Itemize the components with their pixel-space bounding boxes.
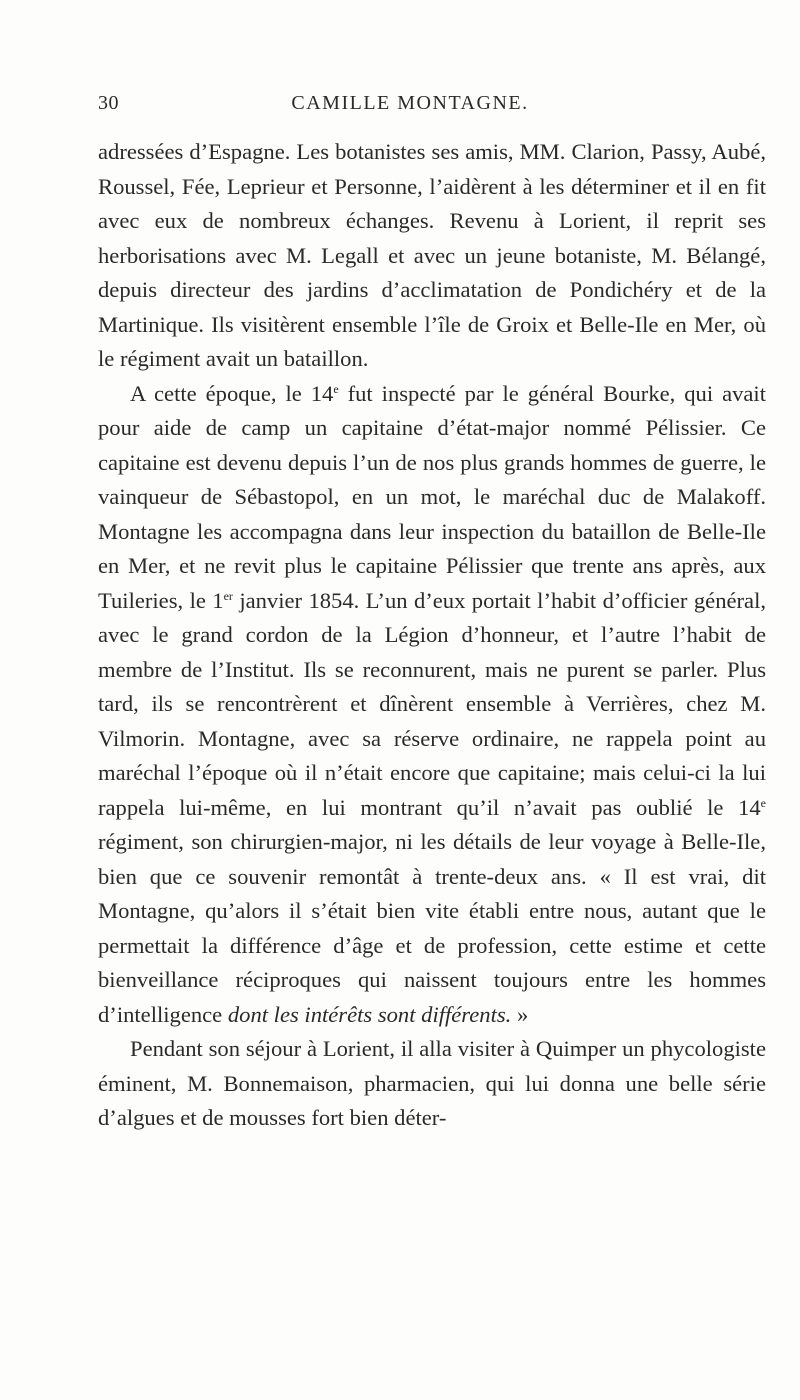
body-text xyxy=(98,135,766,1136)
paragraph-2-part-b: fut inspecté par le général Bourke, qui avait pour aide de camp un capitaine d’état-major nommé Pélissier. Ce capitaine est devenu depuis l’un de nos plus grands hommes de guerre, le vainqueur de Sébastopol, en un mot, le maréchal duc de Malakoff. Montagne les accompagna dans leur inspection du bataillon de Belle-Ile en Mer, et ne revit plus le capitaine Pélissier que trente ans après, aux Tuileries, le 1 xyxy=(98,380,766,613)
paragraph-2-part-d: régiment, son chirurgien-major, ni les détails de leur voyage à Belle-Ile, bien que ce souvenir remontât à trente-deux ans. « Il est vrai, dit Montagne, qu’alors il s’était bien vite établi entre nous, autant que le permettait la différence d’âge et de profession, cette estime et cette bienveillance réciproques qui naissent toujours entre les hommes d’intelligence xyxy=(98,829,766,1027)
superscript-er: er xyxy=(223,588,233,603)
paragraph-2 xyxy=(98,377,766,1033)
italic-quote-end: dont les intérêts sont différents. xyxy=(227,1001,512,1027)
superscript-e-1: e xyxy=(333,381,339,396)
page-number: 30 xyxy=(98,92,119,114)
page-header xyxy=(60,86,760,126)
paragraph-2-part-c: janvier 1854. L’un d’eux portait l’habit d’officier général, avec le grand cordon de la Légion d’honneur, et l’autre l’habit de membre de l’Institut. Ils se reconnurent, mais ne purent se parler. Plus tard, ils se rencontrèrent et dînèrent ensemble à Verrières, chez M. Vilmorin. Montagne, avec sa réserve ordinaire, ne rappela point au maréchal l’époque où il n’était encore que capitaine; mais celui-ci la lui rappela lui-même, en lui montrant qu’il n’avait pas oublié le 14 xyxy=(98,587,766,820)
paragraph-3: Pendant son séjour à Lorient, il alla visiter à Quimper un phycologiste éminent, M. Bonnemaison, pharmacien, qui lui donna une belle série d’algues et de mousses fort bien déter- xyxy=(98,1036,766,1130)
paragraph-1: adressées d’Espagne. Les botanistes ses amis, MM. Clarion, Passy, Aubé, Roussel, Fée, Leprieur et Personne, l’aidèrent à les déterminer et il en fit avec eux de nombreux échanges. Revenu à Lorient, il reprit ses herborisations avec M. Legall et avec un jeune botaniste, M. Bélangé, depuis directeur des jardins d’acclimatation de Pondichéry et de la Martinique. Ils visitèrent ensemble l’île de Groix et Belle-Ile en Mer, où le régiment avait un bataillon. xyxy=(98,139,766,371)
superscript-e-2: e xyxy=(760,795,766,810)
closing-guillemet: » xyxy=(511,1001,529,1027)
paragraph-2-part-a: A cette époque, le 14 xyxy=(130,380,334,406)
running-title: CAMILLE MONTAGNE. xyxy=(291,92,529,114)
